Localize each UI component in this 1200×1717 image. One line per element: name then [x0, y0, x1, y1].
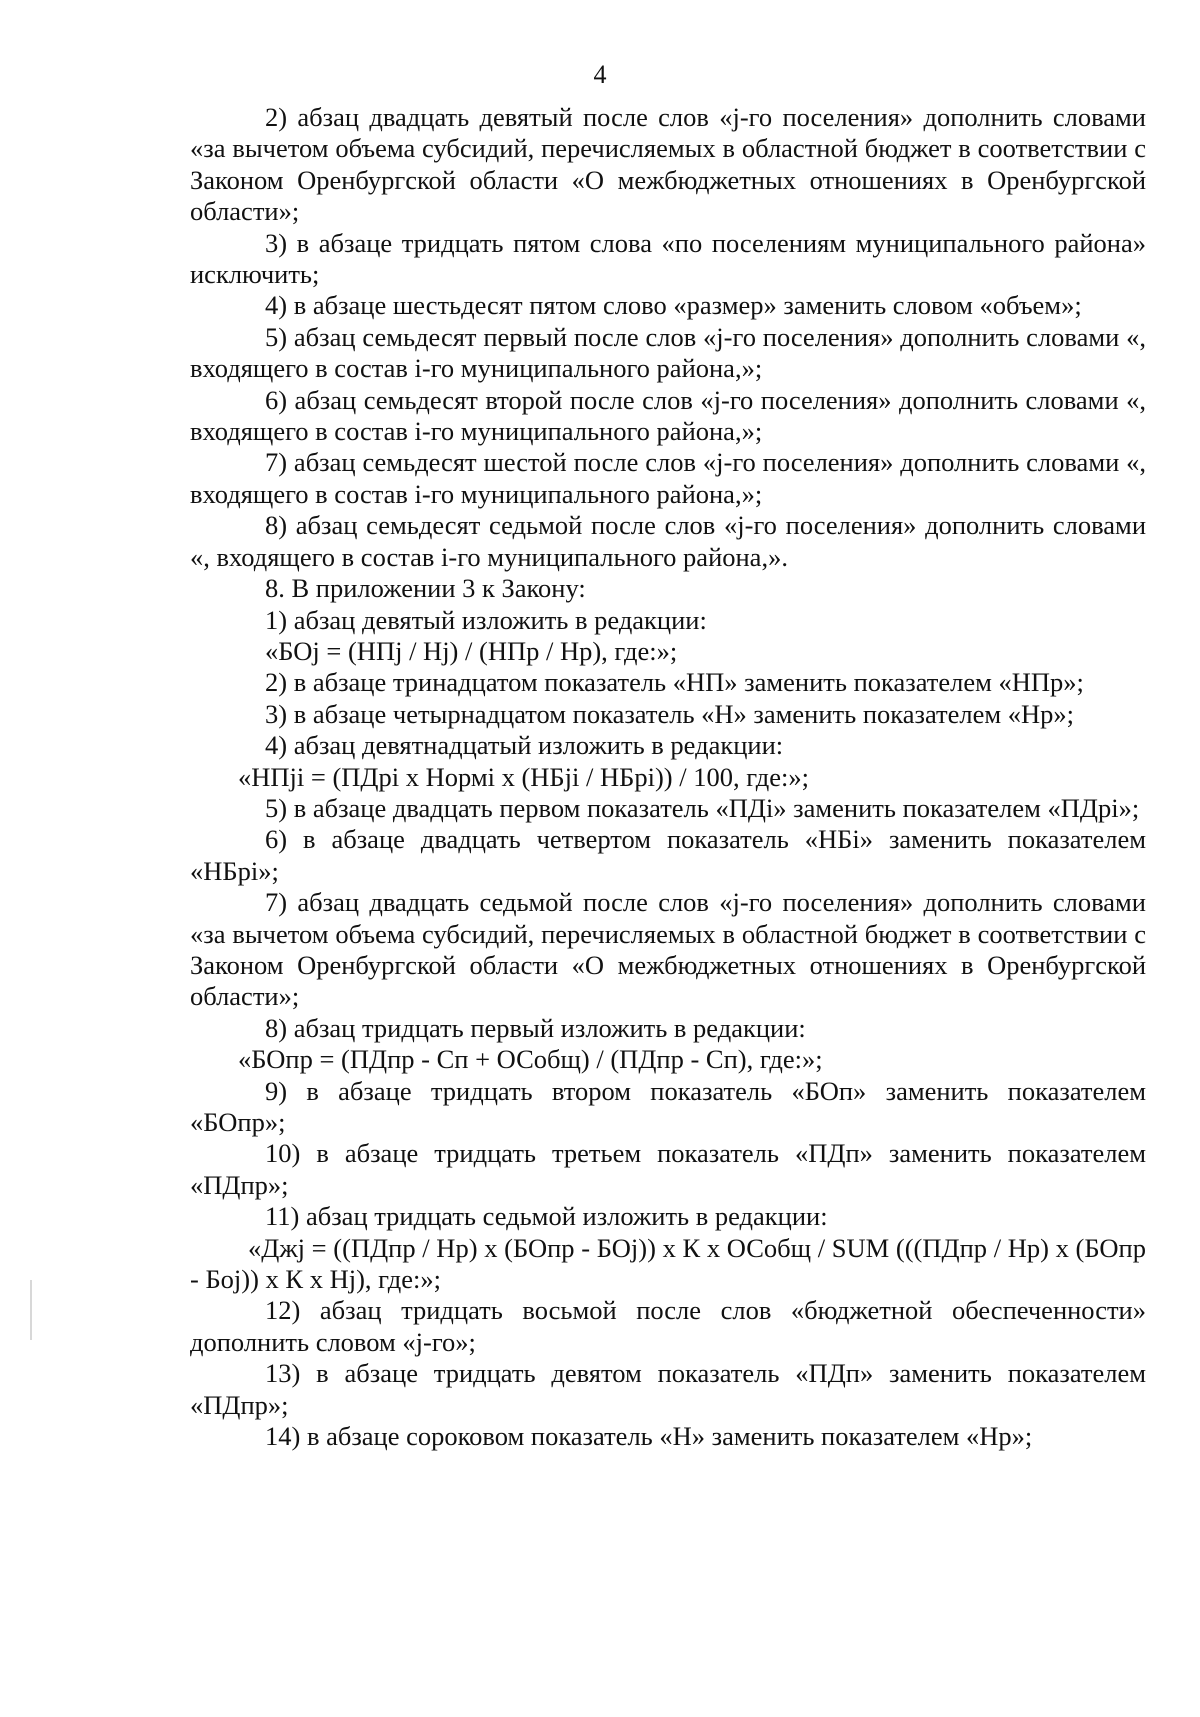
paragraph: 10) в абзаце тридцать третьем показатель «ПДп» заменить показателем «ПДпр»; — [190, 1138, 1146, 1200]
paragraph: 4) в абзаце шестьдесят пятом слово «размер» заменить словом «объем»; — [265, 290, 1082, 321]
formula: «БОj = (НПj / Нj) / (НПр / Нр), где:»; — [265, 635, 678, 666]
scan-margin-mark — [30, 1280, 32, 1340]
paragraph: 8) абзац семьдесят седьмой после слов «j-го поселения» дополнить словами «, входящего в состав i-го муниципального района,». — [190, 510, 1146, 572]
paragraph: 9) в абзаце тридцать втором показатель «БОп» заменить показателем «БОпр»; — [190, 1075, 1146, 1137]
paragraph: 14) в абзаце сороковом показатель «Н» заменить показателем «Нр»; — [265, 1421, 1033, 1452]
page-number: 4 — [593, 60, 607, 89]
paragraph: 6) в абзаце двадцать четвертом показатель «НБi» заменить показателем «НБрi»; — [190, 824, 1146, 886]
paragraph: 5) абзац семьдесят первый после слов «j-го поселения» дополнить словами «, входящего в состав i-го муниципального района,»; — [190, 321, 1146, 384]
paragraph: 13) в абзаце тридцать девятом показатель «ПДп» заменить показателем «ПДпр»; — [190, 1358, 1146, 1420]
paragraph: 8) абзац тридцать первый изложить в редакции: — [265, 1012, 806, 1043]
formula: «Джj = ((ПДпр / Нр) х (БОпр - БОj)) х К х ОСобщ / SUM (((ПДпр / Нр) х (БОпр - Бoj)) х К х Нj), где:»; — [190, 1232, 1146, 1295]
paragraph: 1) абзац девятый изложить в редакции: — [265, 604, 707, 635]
paragraph: 2) абзац двадцать девятый после слов «j-го поселения» дополнить словами «за вычетом объема субсидий, перечисляемых в областной бюджет в соответствии с Законом Оренбургской области «О межбюджетных отношениях в Оренбургской области»; — [190, 102, 1146, 227]
document-body — [190, 102, 1146, 1452]
paragraph: 7) абзац двадцать седьмой после слов «j-го поселения» дополнить словами «за вычетом объема субсидий, перечисляемых в областной бюджет в соответствии с Законом Оренбургской области «О межбюджетных отношениях в Оренбургской области»; — [190, 887, 1146, 1012]
paragraph: 3) в абзаце четырнадцатом показатель «Н» заменить показателем «Нр»; — [265, 698, 1075, 729]
paragraph: 3) в абзаце тридцать пятом слова «по поселениям муниципального района» исключить; — [190, 227, 1146, 290]
paragraph: 5) в абзаце двадцать первом показатель «ПДi» заменить показателем «ПДрi»; — [265, 792, 1140, 823]
paragraph: 2) в абзаце тринадцатом показатель «НП» заменить показателем «НПр»; — [265, 667, 1084, 698]
formula: «БОпр = (ПДпр - Сп + ОСобщ) / (ПДпр - Сп), где:»; — [238, 1044, 823, 1075]
paragraph: 6) абзац семьдесят второй после слов «j-го поселения» дополнить словами «, входящего в состав i-го муниципального района,»; — [190, 384, 1146, 447]
paragraph: 4) абзац девятнадцатый изложить в редакции: — [265, 730, 784, 761]
section-heading: 8. В приложении 3 к Закону: — [265, 573, 586, 604]
paragraph: 12) абзац тридцать восьмой после слов «бюджетной обеспеченности» дополнить словом «j-го»; — [190, 1295, 1146, 1357]
paragraph: 7) абзац семьдесят шестой после слов «j-го поселения» дополнить словами «, входящего в состав i-го муниципального района,»; — [190, 447, 1146, 509]
paragraph: 11) абзац тридцать седьмой изложить в редакции: — [265, 1201, 828, 1232]
formula: «НПji = (ПДрi х Нормi х (НБji / НБрi)) / 100, где:»; — [238, 761, 809, 792]
